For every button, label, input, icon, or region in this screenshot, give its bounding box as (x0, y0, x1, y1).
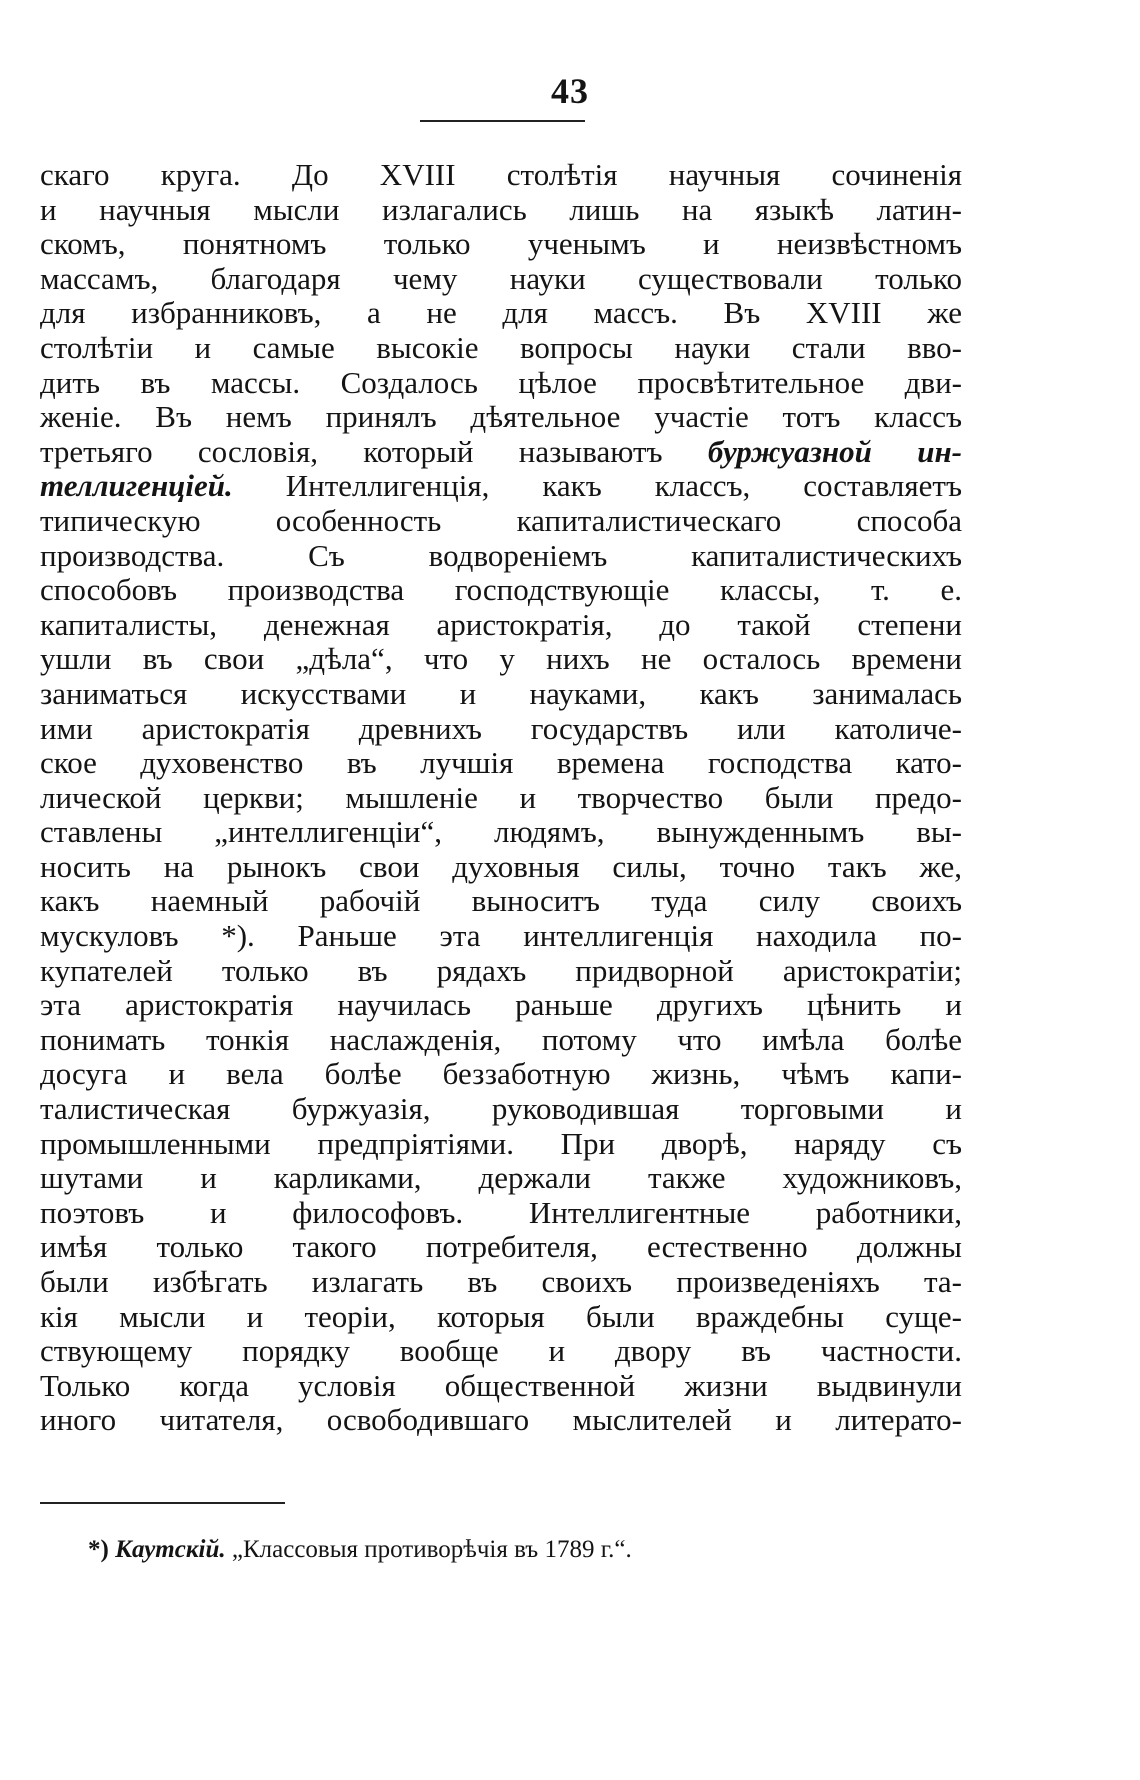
header-rule (420, 120, 585, 122)
text-line: кія мысли и теоріи, которыя были враждебны суще- (40, 1298, 962, 1334)
footnote-text: „Классовыя противорѣчія въ 1789 г.“. (225, 1536, 632, 1563)
text-line: скомъ, понятномъ только ученымъ и неизвѣстномъ (40, 226, 962, 262)
page-number: 43 (551, 71, 589, 111)
text-line: производства. Съ водвореніемъ капиталистическихъ (40, 537, 962, 573)
text-line: дить въ массы. Создалось цѣлое просвѣтительное дви- (40, 364, 962, 400)
text-line: ствующему порядку вообще и двору въ частности. (40, 1333, 962, 1369)
text-line: для избранниковъ, а не для массъ. Въ XVIII же (40, 295, 962, 331)
italic-term: теллигенціей. (40, 468, 233, 504)
text-span: Интеллигенція, какъ классъ, составляетъ (232, 468, 962, 504)
text-line: капиталисты, денежная аристократія, до такой степени (40, 606, 962, 642)
text-line: были избѣгать излагать въ своихъ произведеніяхъ та- (40, 1264, 962, 1299)
text-line: иного читателя, освободившаго мыслителей и литерато- (40, 1402, 962, 1438)
text-line: ставлены „интеллигенціи“, людямъ, вынужденнымъ вы- (40, 814, 962, 850)
footnote-marker: *) (88, 1536, 109, 1563)
italic-term: буржуазной ин- (707, 433, 962, 469)
text-line: талистическая буржуазія, руководившая торговыми и (40, 1091, 962, 1127)
text-line: способовъ производства господствующіе классы, т. е. (40, 572, 962, 608)
text-line: Только когда условія общественной жизни выдвинули (40, 1367, 962, 1403)
footnote-author: Каутскій. (115, 1536, 226, 1563)
body-text (40, 158, 962, 1438)
text-line: лической церкви; мышленіе и творчество были предо- (40, 779, 962, 815)
text-line: столѣтіи и самые высокіе вопросы науки стали вво- (40, 329, 962, 365)
text-line: купателей только въ рядахъ придворной аристократіи; (40, 952, 962, 988)
text-line: мускуловъ *). Раньше эта интеллигенція находила по- (40, 918, 962, 954)
text-line: эта аристократія научилась раньше другихъ цѣнить и (40, 987, 962, 1023)
text-line: поэтовъ и философовъ. Интеллигентные работники, (40, 1194, 962, 1230)
text-line: досуга и вела болѣе беззаботную жизнь, чѣмъ капи- (40, 1056, 962, 1092)
text-line: понимать тонкія наслажденія, потому что имѣла болѣе (40, 1021, 962, 1057)
text-line: ими аристократія древнихъ государствъ или католиче- (40, 710, 962, 746)
text-line: имѣя только такого потребителя, естественно должны (40, 1229, 962, 1265)
text-line (40, 435, 962, 470)
text-line (40, 469, 962, 504)
text-line: шутами и карликами, держали также художниковъ, (40, 1160, 962, 1196)
text-line: типическую особенность капиталистическаго способа (40, 502, 962, 538)
text-line: носить на рынокъ свои духовныя силы, точно такъ же, (40, 848, 962, 884)
text-line: скаго круга. До XVIII столѣтія научныя сочиненія (40, 157, 962, 192)
footnote (88, 1535, 632, 1565)
text-span: третьяго сословія, который называютъ (40, 433, 708, 469)
text-line: женіе. Въ немъ принялъ дѣятельное участіе тотъ классъ (40, 399, 962, 435)
text-line: какъ наемный рабочій выноситъ туда силу своихъ (40, 883, 962, 919)
text-line: промышленными предпріятіями. При дворѣ, наряду съ (40, 1125, 962, 1161)
footnote-rule (40, 1502, 285, 1504)
text-line: ское духовенство въ лучшія времена господства като- (40, 745, 962, 781)
text-line: массамъ, благодаря чему науки существовали только (40, 260, 962, 296)
text-line: ушли въ свои „дѣла“, что у нихъ не осталось времени (40, 641, 962, 677)
text-line: заниматься искусствами и науками, какъ занималась (40, 675, 962, 711)
text-line: и научныя мысли излагались лишь на языкѣ латин- (40, 191, 962, 227)
